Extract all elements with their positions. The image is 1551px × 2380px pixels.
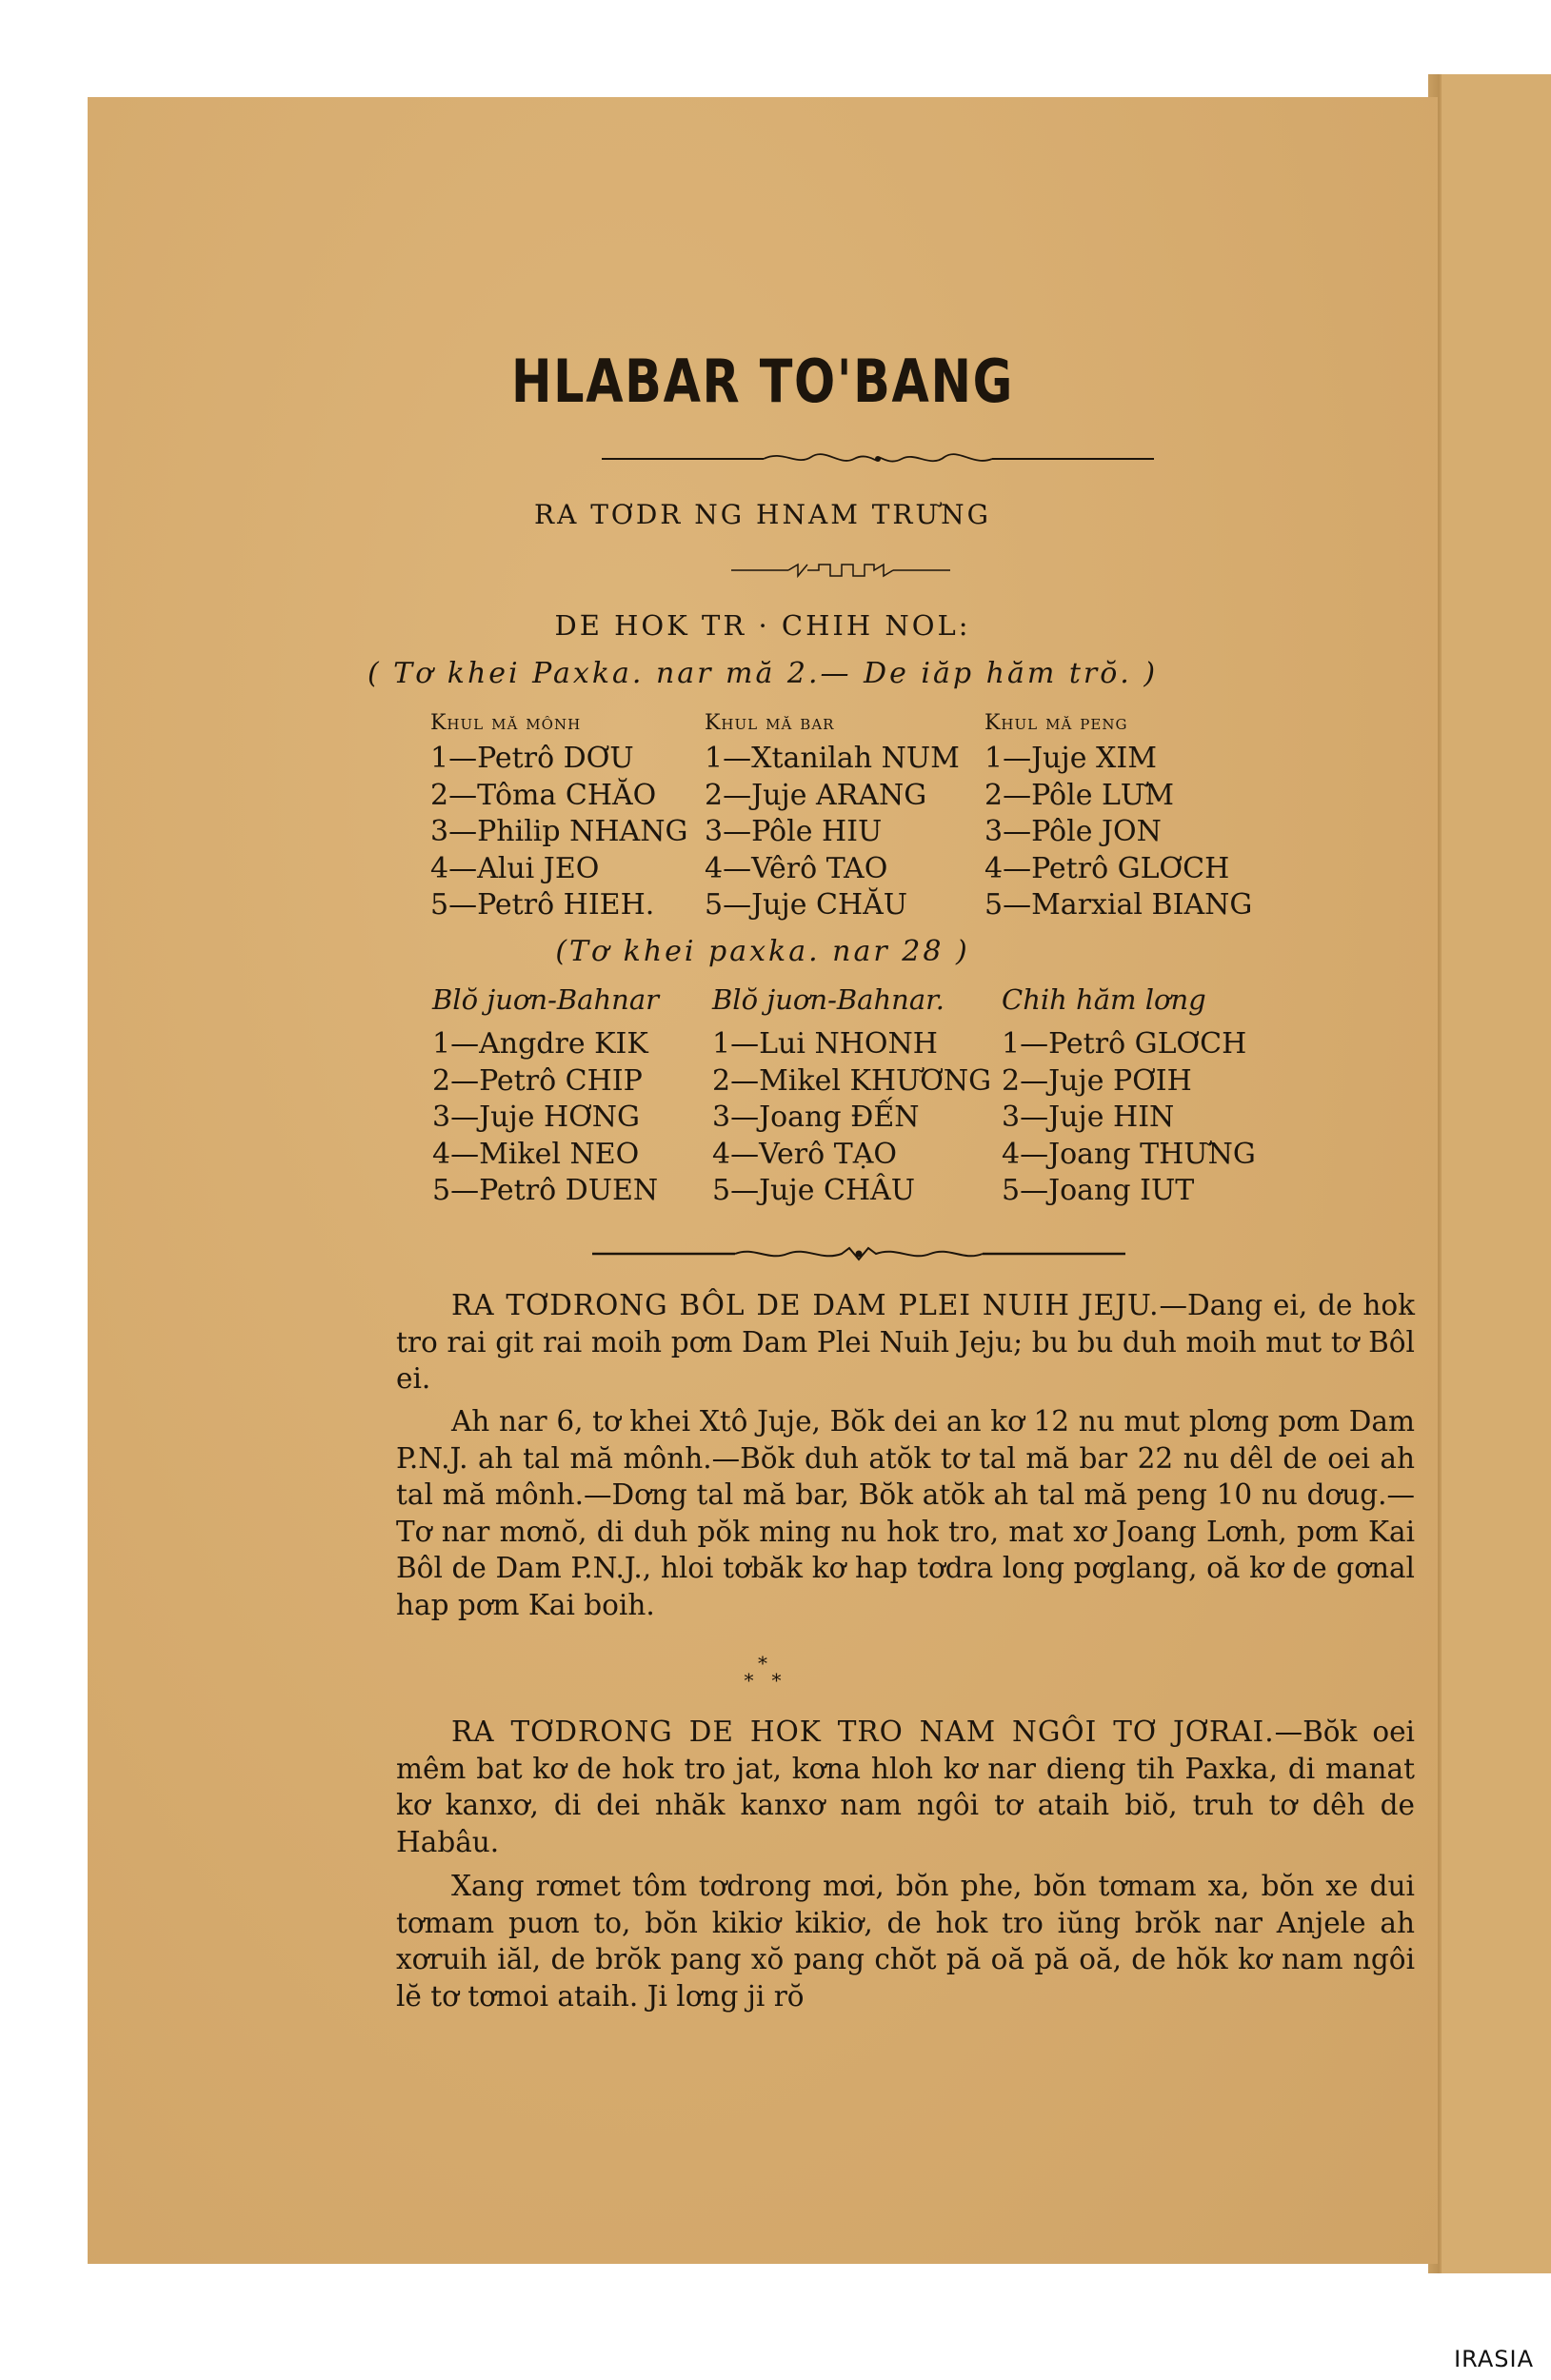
list-item: 5—Petrô DUEN xyxy=(432,1174,659,1207)
column-header: Chih hăm lơng xyxy=(1002,983,1206,1016)
paragraph-1 xyxy=(396,1287,1415,1398)
paragraph-2 xyxy=(396,1403,1415,1623)
list-item: 5—Marxial BIANG xyxy=(984,888,1253,922)
list-item: 1—Petrô DƠU xyxy=(430,742,634,775)
column-header: Blŏ juơn-Bahnar. xyxy=(712,983,945,1016)
list-item: 1—Juje XIM xyxy=(984,742,1157,775)
group1-column-1 xyxy=(430,712,687,924)
group2-column-1 xyxy=(432,984,659,1210)
list-item: 4—Verô TẠO xyxy=(712,1137,897,1171)
document-page xyxy=(88,97,1438,2264)
paragraph-4 xyxy=(396,1868,1415,2014)
paragraph-3-body: —Bŏk oei mêm bat kơ de hok tro jat, kơna hloh kơ nar dieng tih Paxka, di manat kơ kanxơ, di dei nhăk kanxơ nam ngôi tơ ataih biŏ, truh tơ dêh de Habâu. xyxy=(396,1716,1415,1858)
list-item: 3—Pôle JON xyxy=(984,815,1162,848)
column-header: Blŏ juơn-Bahnar xyxy=(432,983,659,1016)
source-watermark: IRASIA xyxy=(1454,2346,1534,2372)
list-item: 5—Juje CHĂU xyxy=(705,888,908,922)
group1-column-3 xyxy=(984,712,1252,924)
section-divider-ornament xyxy=(592,1243,1125,1264)
greek-key-ornament xyxy=(731,562,950,579)
list-item: 4—Petrô GLƠCH xyxy=(984,851,1230,885)
list-item: 2—Juje ARANG xyxy=(705,778,927,812)
list-item: 1—Petrô GLƠCH xyxy=(1002,1027,1247,1061)
paragraph-4-body: Xang rơmet tôm tơdrong mơi, bŏn phe, bŏn tơmam xa, bŏn xe dui tơmam puơn to, bŏn kikiơ kikiơ, de hok tro iŭng brŏk nar Anjele ah xơruih iăl, de brŏk pang xŏ pang chŏt pă oă pă oă, de hŏk kơ nam ngôi lĕ tơ tơmoi ataih. Ji lơng ji rŏ xyxy=(396,1870,1415,2013)
list-item: 4—Mikel NEO xyxy=(432,1137,640,1171)
list-item: 1—Lui NHONH xyxy=(712,1027,938,1061)
list-item: 2—Pôle LƯM xyxy=(984,778,1174,812)
paragraph-1-body: —Dang ei, de hok tro rai git rai moih pơm Dam Plei Nuih Jeju; bu bu duh moih mut tơ Bôl ei. xyxy=(396,1289,1415,1395)
date-note-2: (Tơ khei paxka. nar 28 ) xyxy=(555,935,970,968)
list-item: 2—Petrô CHIP xyxy=(432,1063,643,1098)
list-item: 1—Angdre KIK xyxy=(432,1027,648,1061)
list-item: 5—Joang IUT xyxy=(1002,1174,1195,1207)
list-item: 3—Juje HƠNG xyxy=(432,1101,640,1134)
list-item: 3—Joang ĐẾN xyxy=(712,1101,920,1134)
list-item: 2—Juje PƠIH xyxy=(1002,1063,1192,1098)
date-note-1: ( Tơ khei Paxka. nar mă 2.— De iăp hăm trŏ. ) xyxy=(367,657,1159,690)
paragraph-3-heading: RA TƠDRONG DE HOK TRO NAM NGÔI TƠ JƠRAI. xyxy=(451,1716,1275,1748)
asterism-separator: * * * xyxy=(744,1652,782,1692)
column-header: Khul mă mônh xyxy=(430,711,582,735)
paragraph-1-heading: RA TƠDRONG BÔL DE DAM PLEI NUIH JEJU. xyxy=(451,1289,1160,1321)
list-item: 2—Tôma CHĂO xyxy=(430,778,657,812)
subtitle: RA TƠDR NG HNAM TRƯNG xyxy=(534,499,991,530)
list-item: 2—Mikel KHƯƠNG xyxy=(712,1063,992,1098)
list-item: 5—Petrô HIEH. xyxy=(430,888,655,922)
group1-column-2 xyxy=(705,712,960,924)
list-item: 3—Philip NHANG xyxy=(430,815,688,848)
group2-column-2 xyxy=(712,984,991,1210)
list-item: 3—Juje HIN xyxy=(1002,1101,1175,1134)
column-header: Khul mă peng xyxy=(984,711,1128,735)
section-heading: DE HOK TR · CHIH NOL: xyxy=(554,609,971,642)
title-flourish-ornament xyxy=(602,447,1154,470)
list-item: 4—Joang THƯNG xyxy=(1002,1137,1256,1171)
list-item: 3—Pôle HIU xyxy=(705,815,883,848)
paragraph-3 xyxy=(396,1714,1415,1860)
document-title: HLABAR TO'BANG xyxy=(510,347,1015,416)
list-item: 5—Juje CHÂU xyxy=(712,1174,916,1207)
list-item: 4—Alui JEO xyxy=(430,851,600,885)
column-header: Khul mă bar xyxy=(705,711,835,735)
adjacent-page-edge xyxy=(1440,74,1551,2273)
list-item: 4—Vêrô TAO xyxy=(705,851,888,885)
group2-column-3 xyxy=(1002,984,1256,1210)
list-item: 1—Xtanilah NUM xyxy=(705,742,960,775)
paragraph-2-body: Ah nar 6, tơ khei Xtô Juje, Bŏk dei an kơ 12 nu mut plơng pơm Dam P.N.J. ah tal mă mônh.—Bŏk duh atŏk tơ tal mă bar 22 nu dêl de oei ah tal mă mônh.—Dơng tal mă bar, Bŏk atŏk ah tal mă peng 10 nu dơug.—Tơ nar mơnŏ, di duh pŏk ming nu hok tro, mat xơ Joang Lơnh, pơm Kai Bôl de Dam P.N.J., hloi tơbăk kơ hap tơdra long pơglang, oă kơ de gơnal hap pơm Kai boih. xyxy=(396,1405,1415,1621)
